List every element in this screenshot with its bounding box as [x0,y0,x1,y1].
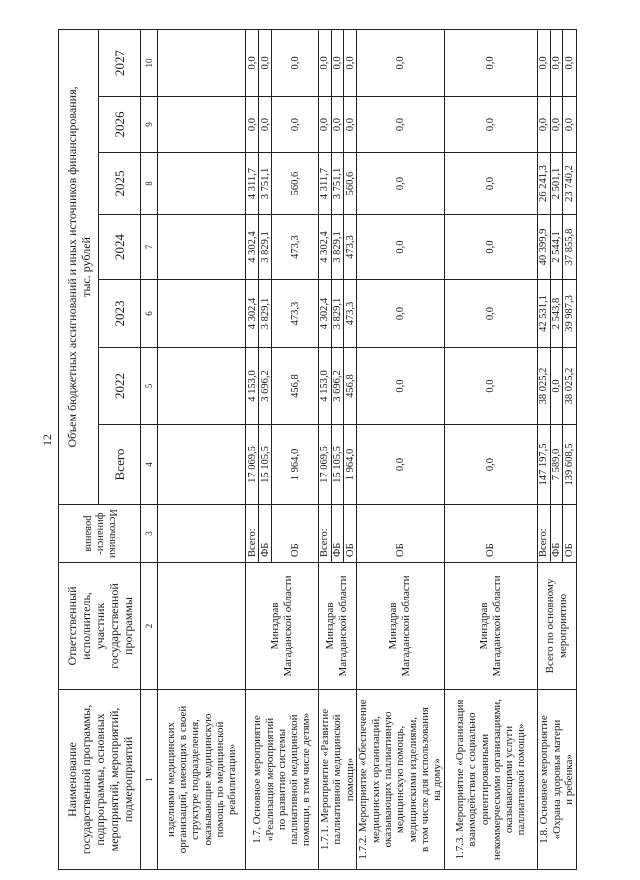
value-cell: 4 153,0 [319,348,332,425]
column-number: 2 [141,563,158,690]
value-cell: 0,0 [444,153,537,215]
value-cell: 38 025,2 [537,348,550,425]
source-label: ОБ [344,505,357,563]
source-label: Всего: [319,505,332,563]
column-number: 9 [141,97,158,153]
value-cell: 26 241,3 [537,153,550,215]
value-cell: 0,0 [444,29,537,96]
measure-name: 1.7. Основное мероприятие «Реализация мероприятий по развитию системы паллиативной медицинской помощи, в том числе детям» [246,690,319,870]
column-number: 4 [141,425,158,505]
value-cell: 1 964,0 [344,425,357,505]
value-cell: 4 302,4 [319,280,332,348]
value-cell: 0,0 [272,97,319,153]
period-header: 2024 [99,215,141,280]
source-label [158,505,246,563]
value-cell [158,280,246,348]
value-cell: 4 302,4 [246,215,259,280]
value-cell: 0,0 [356,153,444,215]
period-header: 2023 [99,280,141,348]
value-cell: 0,0 [331,97,344,153]
value-cell: 0,0 [344,29,357,96]
value-cell: 147 197,5 [537,425,550,505]
header-row [59,29,99,869]
table-row [246,29,259,869]
source-label: ФБ [550,505,562,563]
value-cell: 3 696,2 [259,348,272,425]
value-cell [158,29,246,96]
column-number: 8 [141,153,158,215]
executor-name: Минздрав Магаданской области [356,563,444,690]
value-cell: 0,0 [550,29,562,96]
period-header: 2022 [99,348,141,425]
executor-name: Минздрав Магаданской области [444,563,537,690]
header-source [59,505,141,563]
period-header: 2025 [99,153,141,215]
value-cell: 0,0 [319,97,332,153]
header-name: Наименование государственной программы, подпрограммы, основных мероприятий, мероприятий, подмероприятий [59,690,141,870]
value-cell: 3 751,1 [331,153,344,215]
value-cell: 139 608,5 [562,425,576,505]
value-cell: 473,3 [272,280,319,348]
value-cell: 0,0 [444,425,537,505]
value-cell: 0,0 [259,97,272,153]
period-header: Всего [99,425,141,505]
value-cell: 3 829,1 [259,215,272,280]
value-cell: 3 829,1 [259,280,272,348]
value-cell: 473,3 [344,280,357,348]
value-cell: 473,3 [272,215,319,280]
header-executor: Ответственный исполнитель, участник государственной программы [59,563,141,690]
column-number: 6 [141,280,158,348]
table-row [158,29,246,869]
value-cell: 4 153,0 [246,348,259,425]
source-label: ОБ [356,505,444,563]
measure-name: 1.7.2. Мероприятие «Обеспечение медицинских организаций, оказывающих паллиативную медицинскую помощь, медицинскими изделиями, в том числе для использования на дому» [356,690,444,870]
value-cell: 17 069,5 [319,425,332,505]
value-cell: 4 302,4 [246,280,259,348]
value-cell: 0,0 [344,97,357,153]
value-cell: 0,0 [550,348,562,425]
source-label: ФБ [331,505,344,563]
value-cell: 0,0 [246,29,259,96]
value-cell: 0,0 [259,29,272,96]
value-cell: 15 105,5 [331,425,344,505]
table-row [356,29,444,869]
value-cell: 3 829,1 [331,215,344,280]
table-row [319,29,332,869]
period-header: 2027 [99,29,141,96]
measure-name: изделиями медицинских организаций, имеющих в своей структуре подразделения, оказывающие медицинскую помощь по медицинской реабилитации» [158,690,246,870]
source-label: ОБ [444,505,537,563]
value-cell: 560,6 [344,153,357,215]
value-cell: 3 696,2 [331,348,344,425]
value-cell: 17 069,5 [246,425,259,505]
value-cell: 2 544,1 [550,215,562,280]
value-cell: 4 311,7 [246,153,259,215]
value-cell: 0,0 [562,29,576,96]
value-cell: 0,0 [537,29,550,96]
header-funding: Объем бюджетных ассигнований и иных источников финансирования, тыс. рублей [59,29,99,504]
value-cell [158,97,246,153]
table-row [444,29,537,869]
header-source-label: Источники финанси- рования [82,509,118,558]
value-cell: 0,0 [356,215,444,280]
page-number: 12 [40,434,54,446]
value-cell: 0,0 [356,29,444,96]
value-cell: 40 399,9 [537,215,550,280]
period-header: 2026 [99,97,141,153]
value-cell: 39 987,3 [562,280,576,348]
value-cell: 2 543,8 [550,280,562,348]
value-cell: 42 531,1 [537,280,550,348]
value-cell: 23 740,2 [562,153,576,215]
column-number: 1 [141,690,158,870]
column-number: 10 [141,29,158,96]
value-cell: 2 501,1 [550,153,562,215]
executor-name [158,563,246,690]
column-number: 5 [141,348,158,425]
value-cell [158,348,246,425]
value-cell: 0,0 [444,215,537,280]
source-label: ОБ [562,505,576,563]
column-number-row [141,29,158,869]
value-cell: 0,0 [331,29,344,96]
value-cell: 0,0 [356,425,444,505]
value-cell: 0,0 [272,29,319,96]
executor-name: Минздрав Магаданской области [319,563,357,690]
value-cell: 0,0 [444,97,537,153]
value-cell: 0,0 [319,29,332,96]
column-number: 3 [141,505,158,563]
value-cell: 4 311,7 [319,153,332,215]
funding-table [58,29,577,870]
source-label: Всего: [537,505,550,563]
column-number: 7 [141,215,158,280]
source-label: Всего: [246,505,259,563]
measure-name: 1.8. Основное мероприятие «Охрана здоровья матери и ребенка» [537,690,576,870]
value-cell: 0,0 [356,280,444,348]
table-row [537,29,550,869]
value-cell: 15 105,5 [259,425,272,505]
measure-name: 1.7.1. Мероприятие «Развитие паллиативной медицинской помощи» [319,690,357,870]
value-cell: 0,0 [537,97,550,153]
value-cell: 0,0 [444,348,537,425]
value-cell: 0,0 [550,97,562,153]
value-cell: 456,8 [272,348,319,425]
executor-name: Минздрав Магаданской области [246,563,319,690]
value-cell: 38 025,2 [562,348,576,425]
value-cell: 0,0 [356,97,444,153]
value-cell: 3 829,1 [331,280,344,348]
value-cell: 7 589,0 [550,425,562,505]
value-cell [158,215,246,280]
value-cell: 0,0 [562,97,576,153]
source-label: ОБ [272,505,319,563]
value-cell: 0,0 [356,348,444,425]
value-cell: 456,8 [344,348,357,425]
value-cell: 560,6 [272,153,319,215]
value-cell: 0,0 [246,97,259,153]
value-cell: 473,3 [344,215,357,280]
value-cell [158,153,246,215]
value-cell: 3 751,1 [259,153,272,215]
value-cell: 1 964,0 [272,425,319,505]
measure-name: 1.7.3. Мероприятие «Организация взаимодействия с социально ориентированными некоммерческими организациями, оказывающими услуги паллиативной помощи» [444,690,537,870]
value-cell: 0,0 [444,280,537,348]
value-cell [158,425,246,505]
value-cell: 4 302,4 [319,215,332,280]
executor-name: Всего по основному мероприятию [537,563,576,690]
source-label: ФБ [259,505,272,563]
value-cell: 37 855,8 [562,215,576,280]
